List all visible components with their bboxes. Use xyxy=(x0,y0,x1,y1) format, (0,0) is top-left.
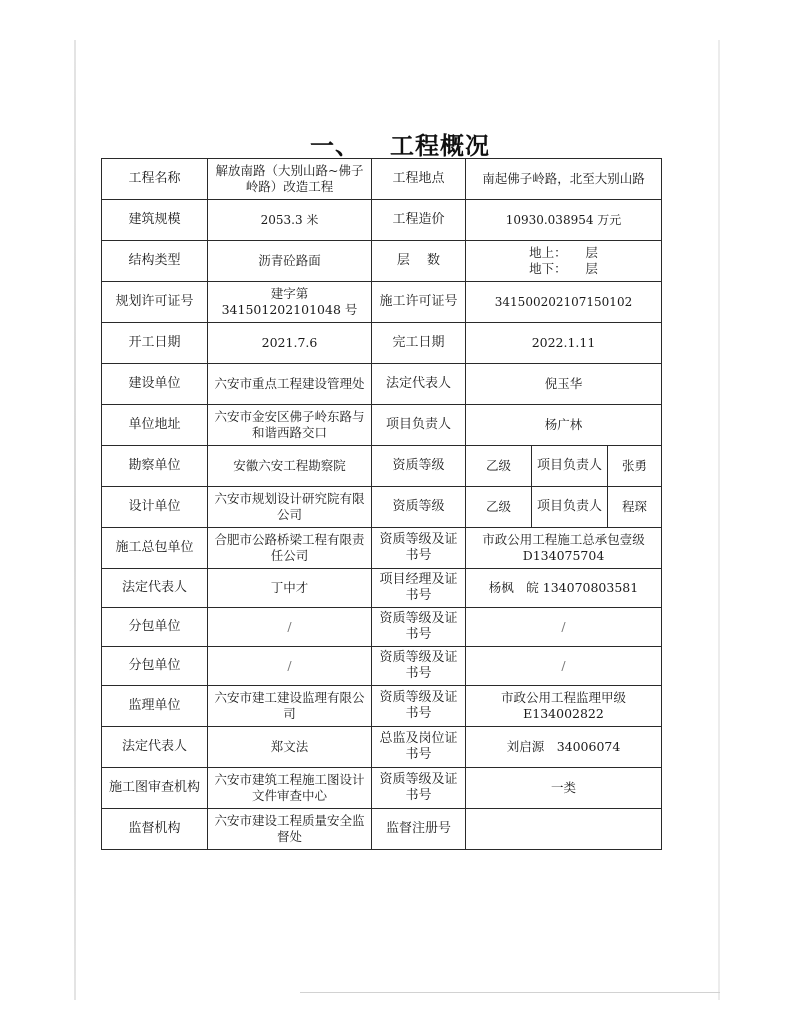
label-subcontractor-2: 分包单位 xyxy=(102,647,208,686)
value-contractor-qualification-cert: D134075704 xyxy=(522,548,605,563)
value-structure-type: 沥青砼路面 xyxy=(208,241,372,282)
value-planning-permit: 建字第 341501202101048 号 xyxy=(208,282,372,323)
label-design-leader: 项目负责人 xyxy=(532,487,608,528)
label-project-manager: 项目经理及证书号 xyxy=(372,569,466,608)
label-design-qualification: 资质等级 xyxy=(372,487,466,528)
table-row xyxy=(102,487,662,528)
value-floors-below: 地下： 层 xyxy=(529,261,598,276)
value-review-qualification: 一类 xyxy=(466,768,662,809)
value-survey-unit: 安徽六安工程勘察院 xyxy=(208,446,372,487)
label-supervision-qualification: 资质等级及证书号 xyxy=(372,686,466,727)
label-unit-address: 单位地址 xyxy=(102,405,208,446)
label-survey-qualification: 资质等级 xyxy=(372,446,466,487)
label-general-contractor: 施工总包单位 xyxy=(102,528,208,569)
label-review-qualification: 资质等级及证书号 xyxy=(372,768,466,809)
value-legal-representative: 倪玉华 xyxy=(466,364,662,405)
value-floors xyxy=(466,241,662,282)
label-design-unit: 设计单位 xyxy=(102,487,208,528)
scan-edge-right xyxy=(718,40,720,1000)
label-legal-representative: 法定代表人 xyxy=(372,364,466,405)
label-contractor-qualification: 资质等级及证书号 xyxy=(372,528,466,569)
value-survey-leader: 张勇 xyxy=(608,446,662,487)
value-project-location: 南起佛子岭路，北至大别山路 xyxy=(466,159,662,200)
value-supervision-registration xyxy=(466,809,662,850)
table-row xyxy=(102,405,662,446)
table-row xyxy=(102,159,662,200)
label-start-date: 开工日期 xyxy=(102,323,208,364)
value-subcontractor-1: / xyxy=(208,608,372,647)
table-row xyxy=(102,647,662,686)
table-row xyxy=(102,809,662,850)
value-contractor-qualification xyxy=(466,528,662,569)
value-subcontractor-2: / xyxy=(208,647,372,686)
label-project-location: 工程地点 xyxy=(372,159,466,200)
value-contractor-legal-rep: 丁中才 xyxy=(208,569,372,608)
label-project-leader: 项目负责人 xyxy=(372,405,466,446)
label-project-name: 工程名称 xyxy=(102,159,208,200)
value-project-name: 解放南路（大别山路~佛子岭路）改造工程 xyxy=(208,159,372,200)
value-general-contractor: 合肥市公路桥梁工程有限责任公司 xyxy=(208,528,372,569)
label-drawing-review-agency: 施工图审查机构 xyxy=(102,768,208,809)
label-supervision-registration: 监督注册号 xyxy=(372,809,466,850)
table-row xyxy=(102,323,662,364)
value-supervision-qualification-cert: E134002822 xyxy=(523,706,604,721)
value-survey-grade: 乙级 xyxy=(466,446,532,487)
section-title: 工程概况 xyxy=(390,132,490,160)
label-subcontractor-2-qualification: 资质等级及证书号 xyxy=(372,647,466,686)
section-number: 一、 xyxy=(310,132,360,160)
value-supervision-unit: 六安市建工建设监理有限公司 xyxy=(208,686,372,727)
label-supervisory-agency: 监督机构 xyxy=(102,809,208,850)
scan-edge-left xyxy=(74,40,76,1000)
label-construction-permit: 施工许可证号 xyxy=(372,282,466,323)
page-title xyxy=(0,126,800,161)
table-row xyxy=(102,768,662,809)
label-survey-leader: 项目负责人 xyxy=(532,446,608,487)
table-row xyxy=(102,282,662,323)
label-floors: 层 数 xyxy=(372,241,466,282)
value-subcontractor-2-qualification: / xyxy=(466,647,662,686)
value-completion-date: 2022.1.11 xyxy=(466,323,662,364)
value-start-date: 2021.7.6 xyxy=(208,323,372,364)
label-subcontractor-1: 分包单位 xyxy=(102,608,208,647)
value-contractor-qualification-grade: 市政公用工程施工总承包壹级 xyxy=(482,532,645,547)
value-design-unit: 六安市规划设计研究院有限公司 xyxy=(208,487,372,528)
value-project-leader: 杨广林 xyxy=(466,405,662,446)
value-design-leader: 程琛 xyxy=(608,487,662,528)
scan-edge-bottom xyxy=(300,992,720,993)
table-row xyxy=(102,364,662,405)
table-row xyxy=(102,569,662,608)
table-row xyxy=(102,200,662,241)
value-project-manager: 杨枫 皖 134070803581 xyxy=(466,569,662,608)
label-supervision-unit: 监理单位 xyxy=(102,686,208,727)
value-supervisory-agency: 六安市建设工程质量安全监督处 xyxy=(208,809,372,850)
label-contractor-legal-rep: 法定代表人 xyxy=(102,569,208,608)
label-construction-unit: 建设单位 xyxy=(102,364,208,405)
label-supervision-legal-rep: 法定代表人 xyxy=(102,727,208,768)
value-drawing-review-agency: 六安市建筑工程施工图设计文件审查中心 xyxy=(208,768,372,809)
label-structure-type: 结构类型 xyxy=(102,241,208,282)
table-row xyxy=(102,608,662,647)
value-floors-above: 地上： 层 xyxy=(529,245,598,260)
label-chief-supervisor: 总监及岗位证书号 xyxy=(372,727,466,768)
label-planning-permit: 规划许可证号 xyxy=(102,282,208,323)
table-row xyxy=(102,241,662,282)
value-unit-address: 六安市金安区佛子岭东路与和谐西路交口 xyxy=(208,405,372,446)
label-survey-unit: 勘察单位 xyxy=(102,446,208,487)
value-supervision-legal-rep: 郑文法 xyxy=(208,727,372,768)
value-building-scale: 2053.3 米 xyxy=(208,200,372,241)
value-project-cost: 10930.038954 万元 xyxy=(466,200,662,241)
value-subcontractor-1-qualification: / xyxy=(466,608,662,647)
label-building-scale: 建筑规模 xyxy=(102,200,208,241)
table-row xyxy=(102,446,662,487)
project-overview-table xyxy=(101,158,662,850)
label-subcontractor-1-qualification: 资质等级及证书号 xyxy=(372,608,466,647)
value-construction-unit: 六安市重点工程建设管理处 xyxy=(208,364,372,405)
table-row xyxy=(102,727,662,768)
value-supervision-qualification-grade: 市政公用工程监理甲级 xyxy=(500,690,626,705)
table-row xyxy=(102,686,662,727)
value-chief-supervisor: 刘启源 34006074 xyxy=(466,727,662,768)
table-row xyxy=(102,528,662,569)
label-project-cost: 工程造价 xyxy=(372,200,466,241)
value-construction-permit: 341500202107150102 xyxy=(466,282,662,323)
value-supervision-qualification xyxy=(466,686,662,727)
label-completion-date: 完工日期 xyxy=(372,323,466,364)
value-design-grade: 乙级 xyxy=(466,487,532,528)
